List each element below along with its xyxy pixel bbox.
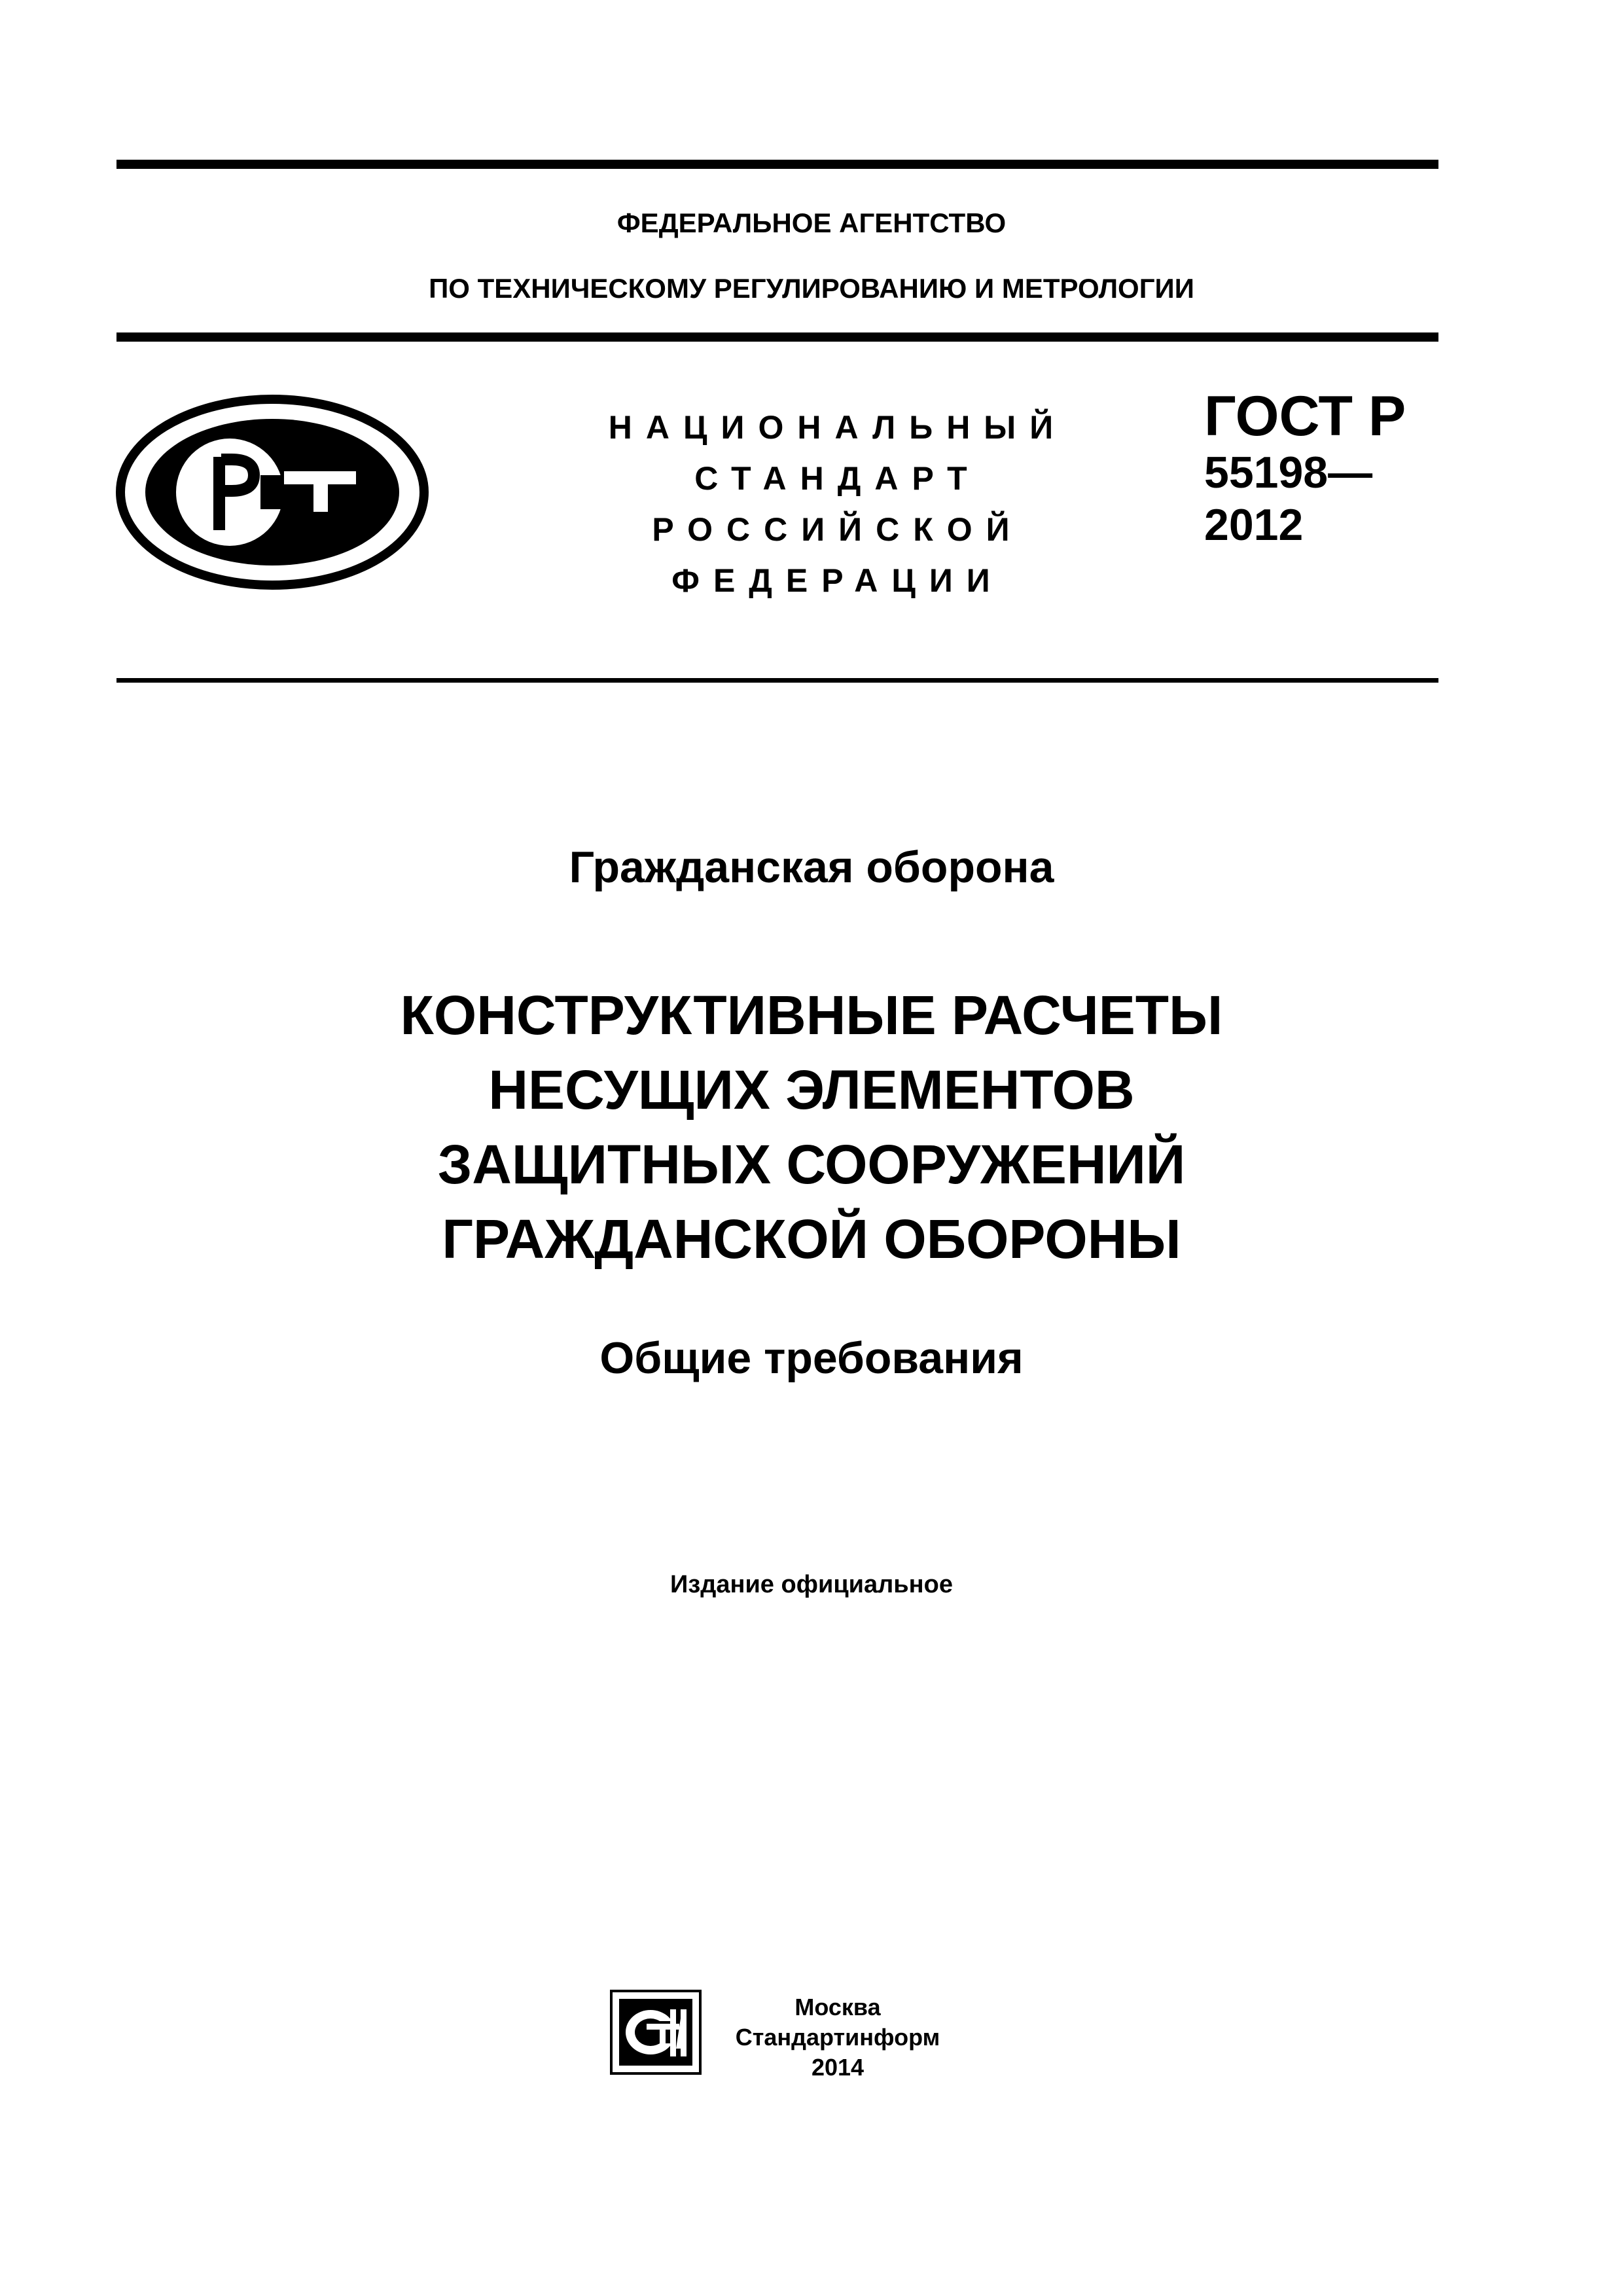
national-standard-line: РОССИЙСКОЙ <box>652 511 1024 548</box>
standartinform-logo-icon <box>610 1990 702 2075</box>
designation-year: 2012 <box>1204 500 1304 550</box>
national-standard-line: НАЦИОНАЛЬНЫЙ <box>608 409 1067 446</box>
publisher-city: Москва <box>794 1994 881 2020</box>
national-standard-line: ФЕДЕРАЦИИ <box>671 562 1004 599</box>
standartinform-logo <box>610 1990 702 2075</box>
national-standard-caption <box>589 402 1086 606</box>
publisher-year: 2014 <box>811 2054 865 2081</box>
edition-note: Издание официальное <box>670 1571 953 1598</box>
publisher-info <box>733 1992 942 2083</box>
document-title-line: ГРАЖДАНСКОЙ ОБОРОНЫ <box>442 1208 1181 1270</box>
document-title-line: ЗАЩИТНЫХ СООРУЖЕНИЙ <box>437 1134 1186 1195</box>
standard-designation <box>1204 386 1406 551</box>
document-title-line: НЕСУЩИХ ЭЛЕМЕНТОВ <box>488 1059 1135 1121</box>
divider-rule <box>116 678 1438 683</box>
national-standard-line: СТАНДАРТ <box>694 460 981 497</box>
header-rule <box>116 332 1438 342</box>
top-rule <box>116 160 1438 169</box>
agency-name-line1: ФЕДЕРАЛЬНОЕ АГЕНТСТВО <box>616 207 1007 238</box>
agency-name-line2: ПО ТЕХНИЧЕСКОМУ РЕГУЛИРОВАНИЮ И МЕТРОЛОГИИ <box>429 273 1194 304</box>
document-subtitle: Общие требования <box>599 1333 1024 1383</box>
rst-logo-icon <box>115 394 429 590</box>
rst-logo <box>115 394 429 590</box>
document-title-line: КОНСТРУКТИВНЫЕ РАСЧЕТЫ <box>400 984 1223 1046</box>
document-series: Гражданская оборона <box>569 842 1054 892</box>
designation-number: 55198— <box>1204 448 1373 497</box>
publisher-name: Стандартинформ <box>735 2024 940 2051</box>
designation-prefix: ГОСТ Р <box>1204 385 1406 448</box>
